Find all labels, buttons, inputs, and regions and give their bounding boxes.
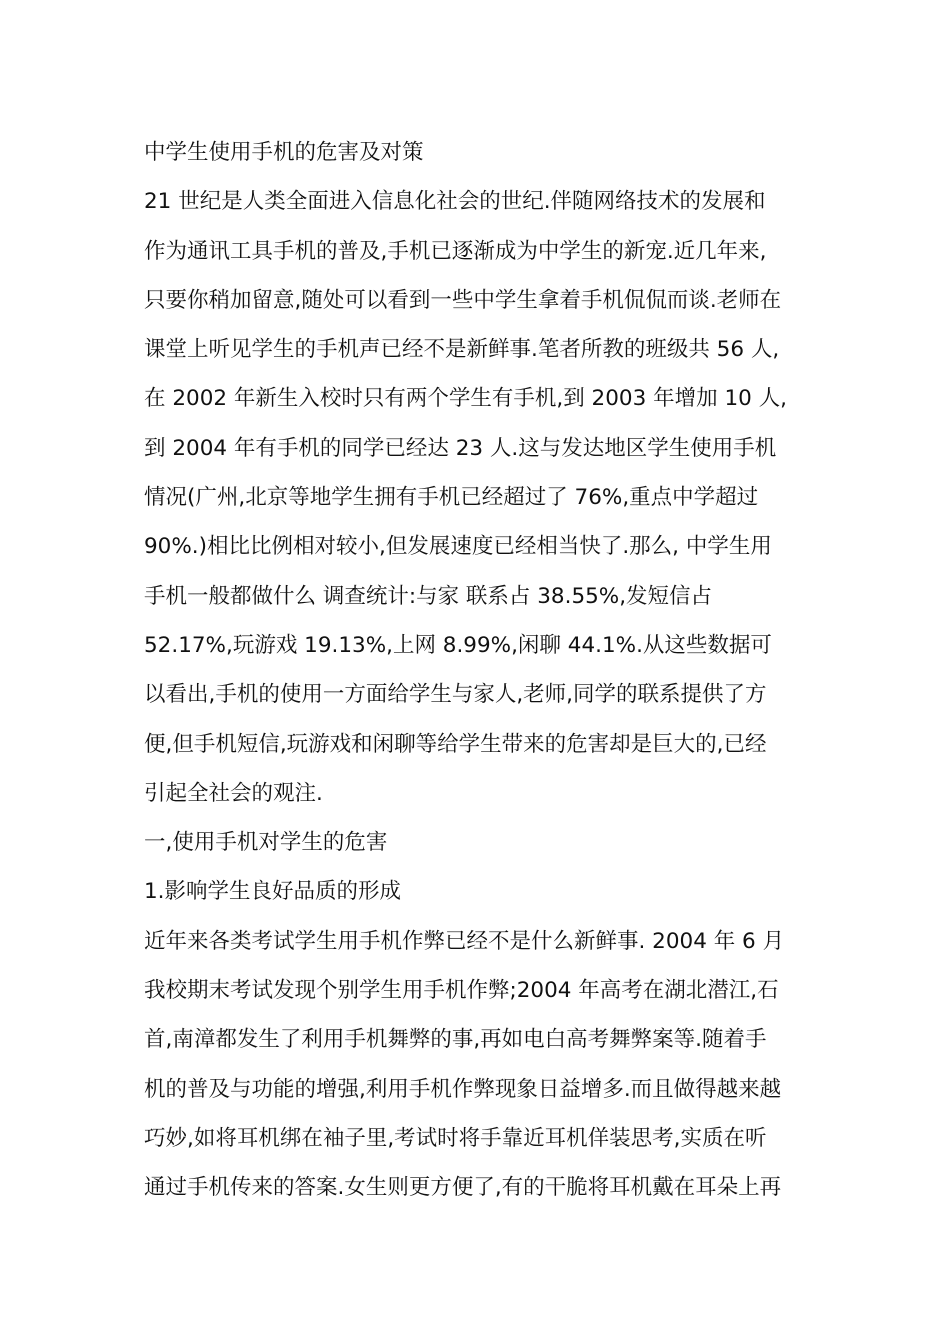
text-line: 21 世纪是人类全面进入信息化社会的世纪.伴随网络技术的发展和 [144,189,766,215]
text-line: 巧妙,如将耳机绑在袖子里,考试时将手靠近耳机佯装思考,实质在听 [144,1125,767,1151]
text-line: 通过手机传来的答案.女生则更方便了,有的干脆将耳机戴在耳朵上再 [144,1175,782,1201]
text-line: 课堂上听见学生的手机声已经不是新鲜事.笔者所教的班级共 56 人, [144,337,780,363]
text-line: 我校期末考试发现个别学生用手机作弊;2004 年高考在湖北潜江,石 [144,978,779,1004]
text-line: 到 2004 年有手机的同学已经达 23 人.这与发达地区学生使用手机 [144,435,777,461]
text-line: 近年来各类考试学生用手机作弊已经不是什么新鲜事. 2004 年 6 月 [144,928,785,954]
text-line: 作为通讯工具手机的普及,手机已逐渐成为中学生的新宠.近几年来, [144,238,767,264]
text-line: 引起全社会的观注. [144,780,323,806]
document-title: 中学生使用手机的危害及对策 [144,140,424,165]
text-line: 手机一般都做什么 调查统计:与家 联系占 38.55%,发短信占 [144,583,713,609]
section-heading: 一,使用手机对学生的危害 [144,830,388,856]
subsection-heading: 1.影响学生良好品质的形成 [144,879,402,905]
text-line: 便,但手机短信,玩游戏和闲聊等给学生带来的危害却是巨大的,已经 [144,731,767,757]
document-body [144,128,824,1213]
text-line: 机的普及与功能的增强,利用手机作弊现象日益增多.而且做得越来越 [144,1076,782,1102]
text-line: 首,南漳都发生了利用手机舞弊的事,再如电白高考舞弊案等.随着手 [144,1027,767,1053]
text-line: 情况(广州,北京等地学生拥有手机已经超过了 76%,重点中学超过 [144,485,759,511]
text-line: 52.17%,玩游戏 19.13%,上网 8.99%,闲聊 44.1%.从这些数据可 [144,632,772,658]
text-line: 以看出,手机的使用一方面给学生与家人,老师,同学的联系提供了方 [144,682,767,708]
text-line: 只要你稍加留意,随处可以看到一些中学生拿着手机侃侃而谈.老师在 [144,287,782,313]
text-line: 90%.)相比比例相对较小,但发展速度已经相当快了.那么, 中学生用 [144,534,772,560]
text-line: 在 2002 年新生入校时只有两个学生有手机,到 2003 年增加 10 人, [144,386,787,412]
